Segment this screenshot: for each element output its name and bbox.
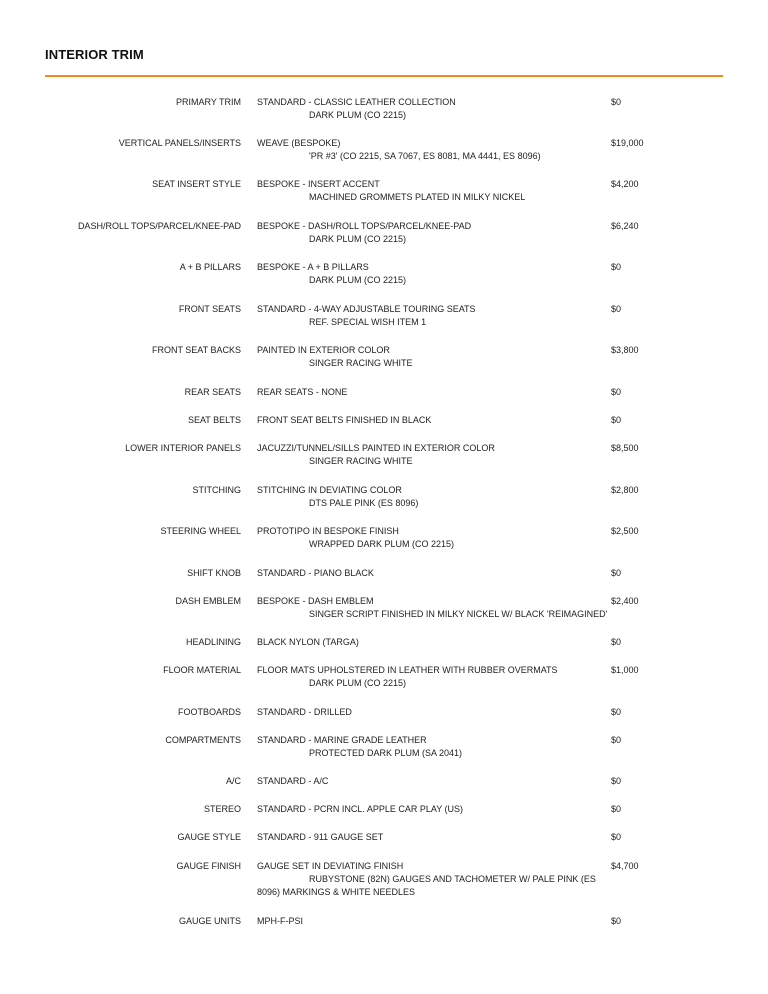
item-primary: BESPOKE - DASH EMBLEM xyxy=(257,596,374,606)
item-detail: MACHINED GROMMETS PLATED IN MILKY NICKEL xyxy=(309,192,526,202)
item-label: A/C xyxy=(225,776,241,786)
item-detail: DARK PLUM (CO 2215) xyxy=(309,234,407,244)
item-description xyxy=(257,414,597,427)
item-primary: PAINTED IN EXTERIOR COLOR xyxy=(257,345,390,355)
item-label: FRONT SEAT BACKS xyxy=(151,345,241,355)
item-detail: SINGER RACING WHITE xyxy=(309,358,413,368)
item-price: $4,200 xyxy=(611,179,639,189)
item-description xyxy=(257,525,597,551)
item-label: SHIFT KNOB xyxy=(187,568,241,578)
item-label: GAUGE STYLE xyxy=(177,832,241,842)
item-detail: SINGER RACING WHITE xyxy=(309,456,413,466)
item-price: $4,700 xyxy=(611,861,639,871)
item-price: $0 xyxy=(611,415,622,425)
item-description xyxy=(257,831,597,844)
item-description xyxy=(257,595,627,621)
item-label: STEREO xyxy=(203,804,241,814)
item-detail: DARK PLUM (CO 2215) xyxy=(309,678,407,688)
item-price: $0 xyxy=(611,735,622,745)
item-detail: 'PR #3' (CO 2215, SA 7067, ES 8081, MA 4441, ES 8096) xyxy=(309,151,541,161)
item-label: FRONT SEATS xyxy=(178,304,241,314)
item-primary: BLACK NYLON (TARGA) xyxy=(257,637,359,647)
item-description xyxy=(257,915,597,928)
item-description xyxy=(257,261,597,287)
item-detail: RUBYSTONE (82N) GAUGES AND TACHOMETER W/ PALE PINK (ES 8096) MARKINGS & WHITE NEEDLES xyxy=(257,874,596,897)
item-description xyxy=(257,442,597,468)
item-description xyxy=(257,664,597,690)
item-label: REAR SEATS xyxy=(184,387,241,397)
item-detail: DARK PLUM (CO 2215) xyxy=(309,110,407,120)
item-primary: BESPOKE - INSERT ACCENT xyxy=(257,179,380,189)
item-label: GAUGE UNITS xyxy=(178,916,241,926)
item-primary: STANDARD - CLASSIC LEATHER COLLECTION xyxy=(257,97,456,107)
item-description xyxy=(257,775,597,788)
item-label: VERTICAL PANELS/INSERTS xyxy=(118,138,241,148)
item-price: $0 xyxy=(611,637,622,647)
item-detail: DTS PALE PINK (ES 8096) xyxy=(309,498,419,508)
item-primary: STANDARD - A/C xyxy=(257,776,329,786)
item-primary: STANDARD - MARINE GRADE LEATHER xyxy=(257,735,427,745)
item-detail: WRAPPED DARK PLUM (CO 2215) xyxy=(309,539,455,549)
item-primary: JACUZZI/TUNNEL/SILLS PAINTED IN EXTERIOR COLOR xyxy=(257,443,495,453)
section-divider xyxy=(45,75,723,77)
item-primary: FLOOR MATS UPHOLSTERED IN LEATHER WITH RUBBER OVERMATS xyxy=(257,665,558,675)
item-label: GAUGE FINISH xyxy=(176,861,241,871)
item-label: HEADLINING xyxy=(185,637,241,647)
item-primary: STANDARD - PIANO BLACK xyxy=(257,568,374,578)
item-primary: STITCHING IN DEVIATING COLOR xyxy=(257,485,402,495)
item-description xyxy=(257,706,597,719)
item-description xyxy=(257,96,597,122)
item-label: STITCHING xyxy=(192,485,241,495)
item-price: $0 xyxy=(611,832,622,842)
item-label: FLOOR MATERIAL xyxy=(163,665,241,675)
item-price: $8,500 xyxy=(611,443,639,453)
item-price: $2,400 xyxy=(611,596,639,606)
item-description xyxy=(257,803,597,816)
item-price: $2,800 xyxy=(611,485,639,495)
item-primary: BESPOKE - A + B PILLARS xyxy=(257,262,369,272)
item-price: $0 xyxy=(611,262,622,272)
item-primary: STANDARD - 911 GAUGE SET xyxy=(257,832,384,842)
item-primary: STANDARD - 4-WAY ADJUSTABLE TOURING SEATS xyxy=(257,304,476,314)
item-price: $1,000 xyxy=(611,665,639,675)
item-price: $0 xyxy=(611,804,622,814)
item-primary: REAR SEATS - NONE xyxy=(257,387,348,397)
item-description xyxy=(257,220,597,246)
item-primary: GAUGE SET IN DEVIATING FINISH xyxy=(257,861,404,871)
section-title: INTERIOR TRIM xyxy=(45,47,144,62)
item-label: DASH EMBLEM xyxy=(175,596,241,606)
item-price: $0 xyxy=(611,304,622,314)
item-primary: WEAVE (BESPOKE) xyxy=(257,138,341,148)
item-price: $19,000 xyxy=(611,138,644,148)
item-label: STEERING WHEEL xyxy=(160,526,241,536)
item-price: $0 xyxy=(611,707,622,717)
item-label: PRIMARY TRIM xyxy=(175,97,241,107)
item-label: LOWER INTERIOR PANELS xyxy=(125,443,241,453)
item-label: COMPARTMENTS xyxy=(165,735,241,745)
item-description xyxy=(257,303,597,329)
item-detail: DARK PLUM (CO 2215) xyxy=(309,275,407,285)
item-label: SEAT INSERT STYLE xyxy=(152,179,241,189)
item-price: $6,240 xyxy=(611,221,639,231)
item-description xyxy=(257,178,597,204)
item-description xyxy=(257,734,597,760)
item-price: $0 xyxy=(611,387,622,397)
item-detail: PROTECTED DARK PLUM (SA 2041) xyxy=(309,748,463,758)
item-description xyxy=(257,484,597,510)
item-primary: STANDARD - PCRN INCL. APPLE CAR PLAY (US) xyxy=(257,804,464,814)
item-primary: MPH-F-PSI xyxy=(257,916,303,926)
item-price: $3,800 xyxy=(611,345,639,355)
item-description xyxy=(257,137,597,163)
item-description xyxy=(257,344,597,370)
item-primary: FRONT SEAT BELTS FINISHED IN BLACK xyxy=(257,415,432,425)
item-price: $0 xyxy=(611,97,622,107)
item-price: $0 xyxy=(611,568,622,578)
item-label: SEAT BELTS xyxy=(187,415,241,425)
item-price: $2,500 xyxy=(611,526,639,536)
item-label: DASH/ROLL TOPS/PARCEL/KNEE-PAD xyxy=(77,221,241,231)
item-price: $0 xyxy=(611,776,622,786)
item-primary: PROTOTIPO IN BESPOKE FINISH xyxy=(257,526,399,536)
item-description xyxy=(257,386,597,399)
item-label: A + B PILLARS xyxy=(179,262,241,272)
item-price: $0 xyxy=(611,916,622,926)
item-description xyxy=(257,636,597,649)
item-detail: SINGER SCRIPT FINISHED IN MILKY NICKEL W/ BLACK 'REIMAGINED' xyxy=(309,609,608,619)
item-description xyxy=(257,567,597,580)
item-label: FOOTBOARDS xyxy=(177,707,241,717)
item-detail: REF. SPECIAL WISH ITEM 1 xyxy=(309,317,427,327)
item-primary: BESPOKE - DASH/ROLL TOPS/PARCEL/KNEE-PAD xyxy=(257,221,472,231)
item-primary: STANDARD - DRILLED xyxy=(257,707,352,717)
item-description xyxy=(257,860,597,899)
